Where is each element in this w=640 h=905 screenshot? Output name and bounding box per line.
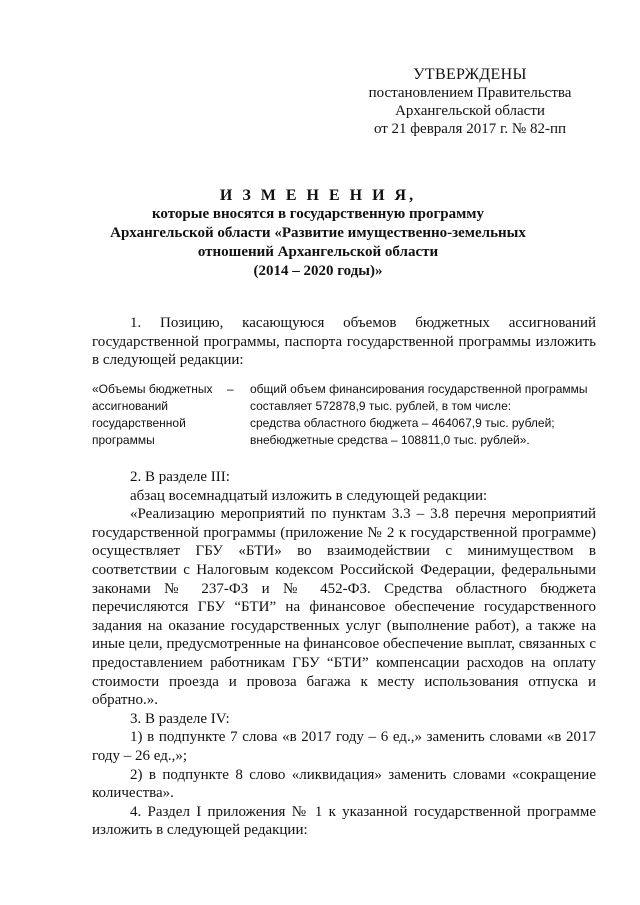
funding-value-line-1: общий объем финансирования государственной программы [250,382,588,396]
funding-dash: – [227,382,234,396]
section-2-quote: «Реализацию мероприятий по пунктам 3.3 – 3.8 перечня мероприятий государственной программы (приложение № 2 к государственной программе) осуществляет ГБУ «БТИ» во взаимодействии с минимуществом в соответствии с Налоговым кодексом Российской Федерации, федеральными законами № 237-ФЗ и № 452-ФЗ. Средства областного бюджета перечисляются ГБУ “БТИ” на финансовое обеспечение государственного задания на оказание государственных услуг (выполнение работ), а также на иные цели, предусмотренные на финансовое обеспечение выплат, связанных с предоставлением работникам ГБУ “БТИ” компенсации расходов на оплату стоимости проезда и провоза багажа к месту использования отпуска и обратно.». [92,506,596,709]
funding-label-line-3: государственной [92,416,186,430]
approval-line-2: Архангельской области [395,103,545,119]
sections-2-4 [92,468,596,840]
title-line-2: Архангельской области «Развитие имущественно-земельных [110,225,526,241]
funding-value-line-2: составляет 572878,9 тыс. рублей, в том числе: [250,399,512,413]
approval-block [360,66,580,138]
funding-label-line-1: «Объемы бюджетных [92,382,213,396]
section-1-text: 1. Позицию, касающуюся объемов бюджетных ассигнований государственной программы, паспорта государственной программы изложить в следующей редакции: [92,315,596,369]
funding-label [92,381,216,449]
title-main: И З М Е Н Е Н И Я, [219,187,417,204]
section-3-item-2: 2) в подпункте 8 слово «ликвидация» заменить словами «сокращение количества». [92,766,596,802]
funding-value-line-3: средства областного бюджета – 464067,9 тыс. рублей; [250,416,555,430]
document-title [90,186,546,281]
funding-value-line-4: внебюджетные средства – 108811,0 тыс. рублей». [250,433,530,447]
section-3-heading: 3. В разделе IV: [130,710,230,727]
section-1 [92,314,596,370]
title-line-3: отношений Архангельской области [197,244,439,260]
title-line-1: которые вносятся в государственную программу [151,206,485,222]
approval-line-3: от 21 февраля 2017 г. № 82-пп [373,121,567,137]
section-2-heading: 2. В разделе III: [130,469,230,485]
title-line-4: (2014 – 2020 годы)» [253,263,383,279]
approval-heading: УТВЕРЖДЕНЫ [413,66,527,83]
section-3-item-1: 1) в подпункте 7 слова «в 2017 году – 6 ед.,» заменить словами «в 2017 году – 26 ед.,»; [92,729,596,764]
funding-label-line-2: ассигнований [92,399,169,413]
funding-values [250,381,596,449]
section-2-intro: абзац восемнадцатый изложить в следующей редакции: [130,487,488,504]
funding-label-line-4: программы [92,433,155,447]
section-4-text: 4. Раздел I приложения № 1 к указанной государственной программе изложить в следующей редакции: [92,803,596,839]
approval-line-1: постановлением Правительства [368,85,572,101]
